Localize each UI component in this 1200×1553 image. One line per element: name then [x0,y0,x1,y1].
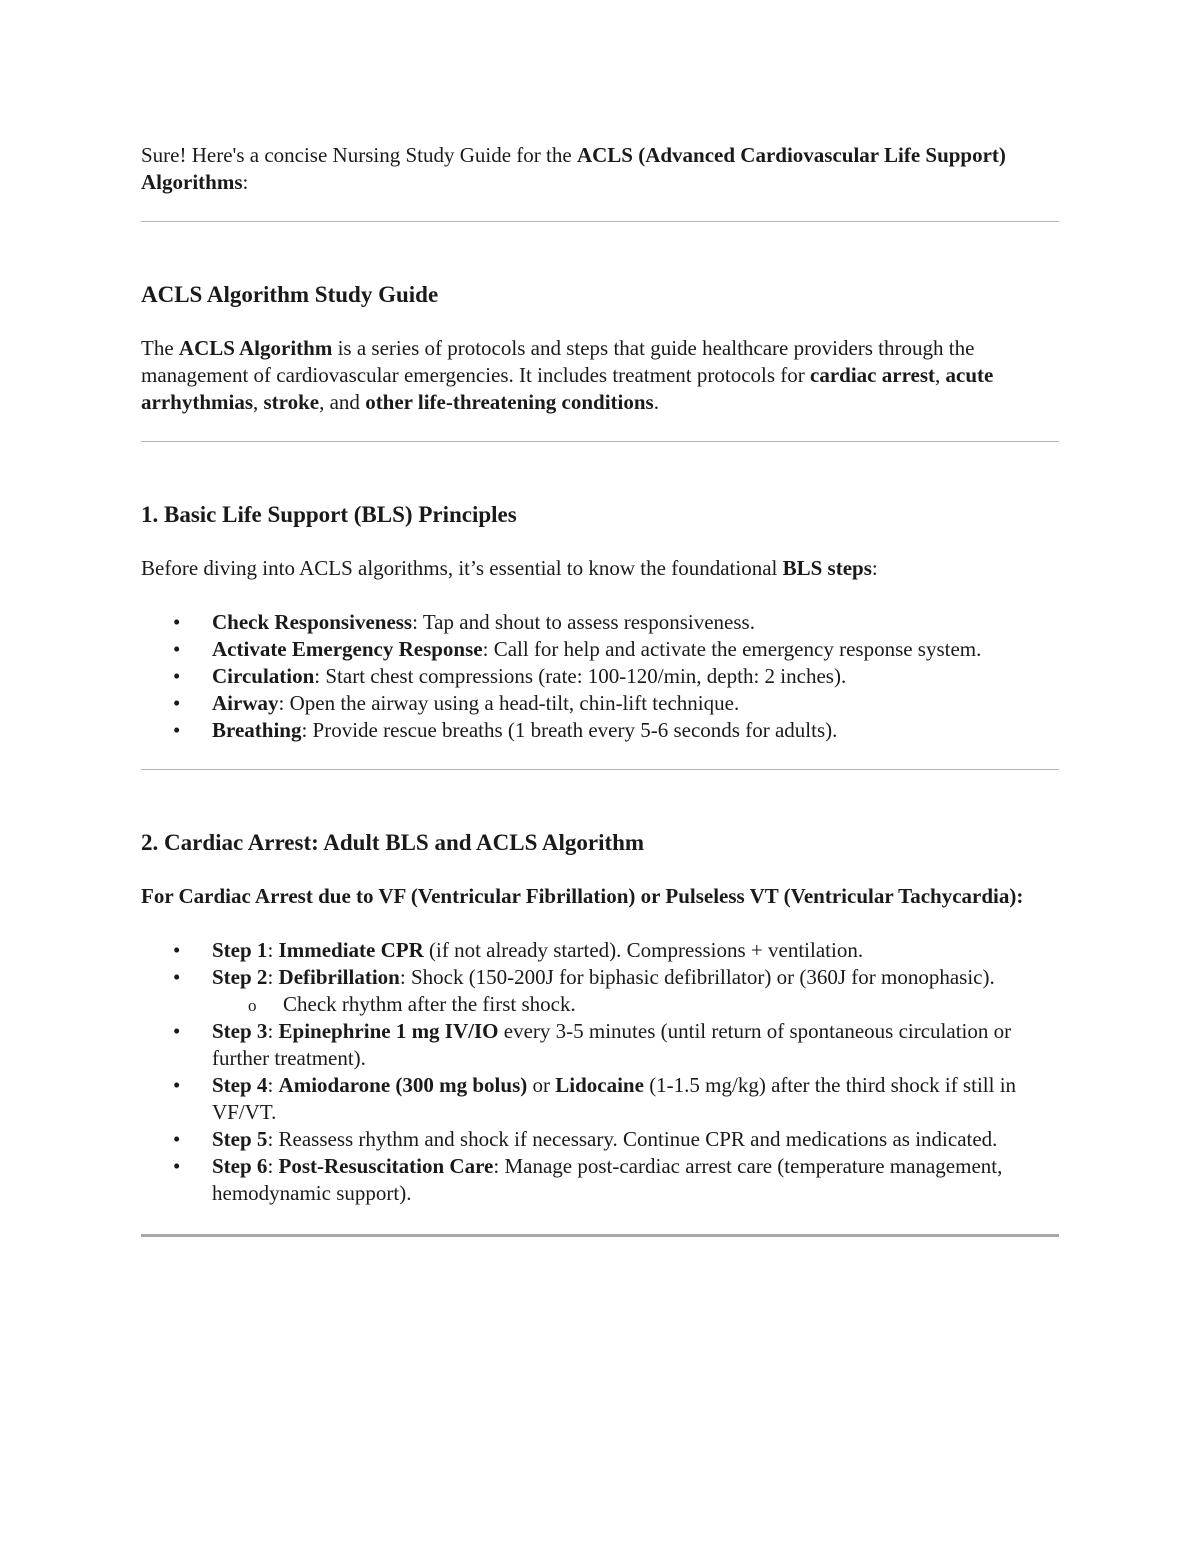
divider [141,441,1059,442]
step-sep: : [267,1019,279,1043]
document-page [141,142,1059,1237]
guide-text-4: , [253,390,264,414]
step-text: : Shock (150-200J for biphasic defibrillator) or (360J for monophasic). [399,965,995,989]
step-text: : Manage post-cardiac arrest care (temperature management, hemodynamic support). [212,1154,1003,1205]
item-label: Circulation [212,664,315,688]
step-sep: : [267,938,279,962]
guide-text-5: , and [319,390,366,414]
step-label: Step 6 [212,1154,268,1178]
list-item [141,937,1059,964]
guide-bold-2: cardiac arrest [810,363,936,387]
list-item [141,717,1059,744]
list-item [141,609,1059,636]
bls-intro-end: : [871,556,878,580]
step-bold: Immediate CPR [278,938,424,962]
intro-bold: ACLS (Advanced Cardiovascular Life Support) Algorithms [141,143,1006,194]
step-bold: Defibrillation [278,965,400,989]
bls-intro-bold: BLS steps [782,556,872,580]
sub-list-item: o Check rhythm after the first shock. [212,991,1059,1018]
guide-bold-3: acute arrhythmias [141,363,994,414]
bls-list [141,609,1059,744]
step-sep: : [267,1073,279,1097]
guide-text-2: is a series of protocols and steps that guide healthcare providers through the management of cardiovascular emergencies. It includes treatment protocols for [141,336,975,387]
step-label: Step 1 [212,938,268,962]
item-label: Check Responsiveness [212,610,413,634]
step-label: Step 5 [212,1127,268,1151]
step-mid: or [527,1073,556,1097]
list-item [141,1126,1059,1153]
step-sep: : [267,965,279,989]
step-bold: Amiodarone (300 mg bolus) [278,1073,528,1097]
guide-paragraph [141,335,1059,416]
item-text: : Start chest compressions (rate: 100-120/min, depth: 2 inches). [314,664,847,688]
list-item [141,1153,1059,1207]
list-item [141,964,1059,1018]
step-sep: : [267,1154,279,1178]
step-label: Step 2 [212,965,268,989]
step-label: Step 4 [212,1073,268,1097]
list-item [141,1072,1059,1126]
bls-intro [141,555,1059,582]
bls-intro-text: Before diving into ACLS algorithms, it’s essential to know the foundational [141,556,783,580]
item-label: Airway [212,691,279,715]
step-label: Step 3 [212,1019,268,1043]
arrest-title: 2. Cardiac Arrest: Adult BLS and ACLS Algorithm [141,830,645,855]
divider [141,769,1059,770]
item-text: : Open the airway using a head-tilt, chin-lift technique. [278,691,740,715]
guide-bold-5: other life-threatening conditions [365,390,654,414]
list-item [141,690,1059,717]
step-text: : Reassess rhythm and shock if necessary. Continue CPR and medications as indicated. [267,1127,998,1151]
guide-text-3: , [935,363,946,387]
list-item [141,663,1059,690]
guide-bold-4: stroke [263,390,320,414]
intro-text: Sure! Here's a concise Nursing Study Guide for the [141,143,577,167]
guide-text-6: . [653,390,659,414]
guide-text-1: The [141,336,179,360]
arrest-subhead: For Cardiac Arrest due to VF (Ventricular Fibrillation) or Pulseless VT (Ventricular Tachycardia): [141,884,1024,908]
item-text: : Call for help and activate the emergency response system. [482,637,982,661]
step-text: (if not already started). Compressions + ventilation. [423,938,864,962]
item-label: Activate Emergency Response [212,637,483,661]
step-bold-2: Lidocaine [555,1073,644,1097]
list-item [141,1018,1059,1072]
divider [141,1234,1059,1237]
item-text: : Tap and shout to assess responsiveness. [412,610,755,634]
guide-bold-1: ACLS Algorithm [178,336,333,360]
item-label: Breathing [212,718,302,742]
intro-suffix: : [242,170,249,194]
sub-list [212,991,1059,1018]
arrest-steps [141,937,1059,1207]
item-text: : Provide rescue breaths (1 breath every 5-6 seconds for adults). [301,718,838,742]
step-text: (1-1.5 mg/kg) after the third shock if still in VF/VT. [212,1073,1017,1124]
guide-title: ACLS Algorithm Study Guide [141,282,439,307]
step-bold: Post-Resuscitation Care [278,1154,494,1178]
list-item [141,636,1059,663]
bls-title: 1. Basic Life Support (BLS) Principles [141,502,517,527]
intro-paragraph [141,142,1059,196]
step-bold: Epinephrine 1 mg IV/IO [278,1019,499,1043]
divider [141,221,1059,222]
step-text: every 3-5 minutes (until return of spontaneous circulation or further treatment). [212,1019,1012,1070]
